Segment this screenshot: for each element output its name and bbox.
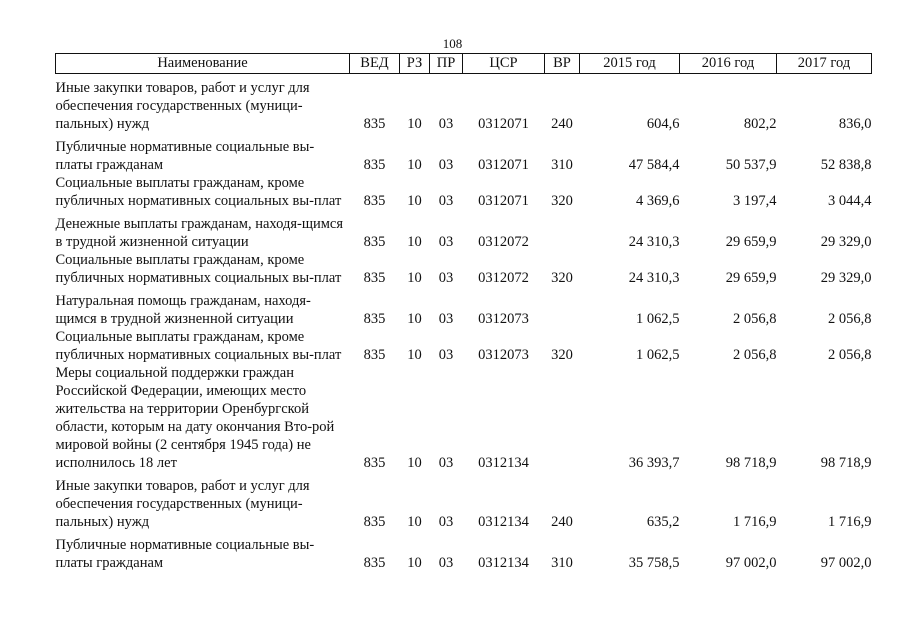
- row-2017: 2 056,8: [828, 311, 872, 327]
- row-vr: 320: [551, 347, 573, 363]
- row-2017: 98 718,9: [820, 455, 872, 471]
- row-rz: 10: [407, 234, 422, 250]
- row-ved: 835: [363, 347, 386, 363]
- row-2017: 1 716,9: [828, 514, 872, 530]
- row-ved: 835: [363, 234, 386, 250]
- row-name: Публичные нормативные социальные вы-платы гражданам: [55, 139, 315, 173]
- row-ved: 835: [363, 555, 386, 571]
- row-rz: 10: [407, 347, 422, 363]
- row-vr: [545, 210, 580, 251]
- table-row: [56, 174, 872, 210]
- row-2015: 24 310,3: [628, 270, 680, 286]
- row-2016: 50 537,9: [725, 157, 777, 173]
- header-2016: 2016 год: [680, 54, 777, 74]
- row-name: Меры социальной поддержки граждан Российской Федерации, имеющих место жительства на территории Оренбургской области, которым на дату окончания Вто-рой мировой войны (2 сентября 1945 года) не исполнилось 18 лет: [55, 365, 335, 471]
- row-2015: 1 062,5: [636, 311, 680, 327]
- row-rz: 10: [407, 116, 422, 132]
- row-name: Публичные нормативные социальные вы-платы гражданам: [55, 537, 315, 571]
- row-2017: 52 838,8: [820, 157, 872, 173]
- row-name: Социальные выплаты гражданам, кроме публичных нормативных социальных вы-плат: [55, 175, 342, 209]
- row-2015: 4 369,6: [636, 193, 680, 209]
- row-2016: 3 197,4: [733, 193, 777, 209]
- row-2016: 1 716,9: [733, 514, 777, 530]
- row-pr: 03: [438, 116, 454, 132]
- row-name: Натуральная помощь гражданам, находя-щимся в трудной жизненной ситуации: [55, 293, 311, 327]
- row-2017: 2 056,8: [828, 347, 872, 363]
- header-rz: РЗ: [400, 54, 430, 74]
- table-row: [56, 364, 872, 472]
- header-pr: ПР: [430, 54, 463, 74]
- row-2017: 29 329,0: [820, 234, 872, 250]
- row-vr: 240: [551, 514, 573, 530]
- row-rz: 10: [407, 270, 422, 286]
- row-2017: 3 044,4: [828, 193, 872, 209]
- budget-table: [55, 53, 872, 572]
- row-2015: 604,6: [646, 116, 680, 132]
- row-ved: 835: [363, 193, 386, 209]
- row-ved: 835: [363, 270, 386, 286]
- header-ved: ВЕД: [350, 54, 400, 74]
- row-2016: 2 056,8: [733, 347, 777, 363]
- row-pr: 03: [438, 311, 454, 327]
- table-row: [56, 133, 872, 174]
- row-name: Денежные выплаты гражданам, находя-щимся в трудной жизненной ситуации: [55, 216, 344, 250]
- row-2016: 802,2: [743, 116, 777, 132]
- row-pr: 03: [438, 234, 454, 250]
- row-2016: 97 002,0: [725, 555, 777, 571]
- row-rz: 10: [407, 193, 422, 209]
- row-pr: 03: [438, 555, 454, 571]
- table-row: [56, 328, 872, 364]
- table-row: [56, 287, 872, 328]
- row-2016: 98 718,9: [725, 455, 777, 471]
- row-ved: 835: [363, 514, 386, 530]
- table-row: [56, 251, 872, 287]
- row-rz: 10: [407, 157, 422, 173]
- row-vr: 320: [551, 270, 573, 286]
- row-vr: 310: [551, 157, 573, 173]
- row-name: Иные закупки товаров, работ и услуг для обеспечения государственных (муници-пальных) нужд: [55, 478, 310, 530]
- row-csr: 0312073: [478, 347, 529, 363]
- row-pr: 03: [438, 514, 454, 530]
- row-2017: 97 002,0: [820, 555, 872, 571]
- row-pr: 03: [438, 270, 454, 286]
- row-2016: 29 659,9: [725, 234, 777, 250]
- row-rz: 10: [407, 555, 422, 571]
- row-pr: 03: [438, 193, 454, 209]
- row-vr: 310: [551, 555, 573, 571]
- row-ved: 835: [363, 157, 386, 173]
- table-row: [56, 74, 872, 134]
- row-name: Иные закупки товаров, работ и услуг для обеспечения государственных (муници-пальных) нужд: [55, 80, 310, 132]
- row-2015: 1 062,5: [636, 347, 680, 363]
- row-name: Социальные выплаты гражданам, кроме публичных нормативных социальных вы-плат: [55, 252, 342, 286]
- row-2015: 35 758,5: [628, 555, 680, 571]
- row-csr: 0312134: [478, 455, 529, 471]
- row-2015: 635,2: [646, 514, 680, 530]
- row-2017: 29 329,0: [820, 270, 872, 286]
- row-csr: 0312072: [478, 270, 529, 286]
- row-csr: 0312073: [478, 311, 529, 327]
- row-csr: 0312071: [478, 116, 529, 132]
- header-2015: 2015 год: [580, 54, 680, 74]
- header-2017: 2017 год: [777, 54, 872, 74]
- row-vr: [545, 364, 580, 472]
- row-vr: 320: [551, 193, 573, 209]
- row-ved: 835: [363, 455, 386, 471]
- row-rz: 10: [407, 311, 422, 327]
- row-2015: 24 310,3: [628, 234, 680, 250]
- table-header-row: [56, 54, 872, 74]
- page-number: 108: [442, 36, 463, 51]
- row-vr: [545, 287, 580, 328]
- row-pr: 03: [438, 455, 454, 471]
- row-csr: 0312134: [478, 514, 529, 530]
- header-csr: ЦСР: [463, 54, 545, 74]
- row-csr: 0312071: [478, 157, 529, 173]
- row-csr: 0312072: [478, 234, 529, 250]
- row-rz: 10: [407, 514, 422, 530]
- table-row: [56, 210, 872, 251]
- row-2016: 2 056,8: [733, 311, 777, 327]
- row-2016: 29 659,9: [725, 270, 777, 286]
- row-pr: 03: [438, 347, 454, 363]
- row-2015: 36 393,7: [628, 455, 680, 471]
- row-csr: 0312134: [478, 555, 529, 571]
- header-vr: ВР: [545, 54, 580, 74]
- row-csr: 0312071: [478, 193, 529, 209]
- row-2015: 47 584,4: [628, 157, 680, 173]
- table-row: [56, 531, 872, 572]
- row-vr: 240: [551, 116, 573, 132]
- row-name: Социальные выплаты гражданам, кроме публичных нормативных социальных вы-плат: [55, 329, 342, 363]
- row-pr: 03: [438, 157, 454, 173]
- row-rz: 10: [407, 455, 422, 471]
- row-2017: 836,0: [838, 116, 872, 132]
- header-name: Наименование: [56, 54, 350, 74]
- row-ved: 835: [363, 116, 386, 132]
- table-row: [56, 472, 872, 531]
- row-ved: 835: [363, 311, 386, 327]
